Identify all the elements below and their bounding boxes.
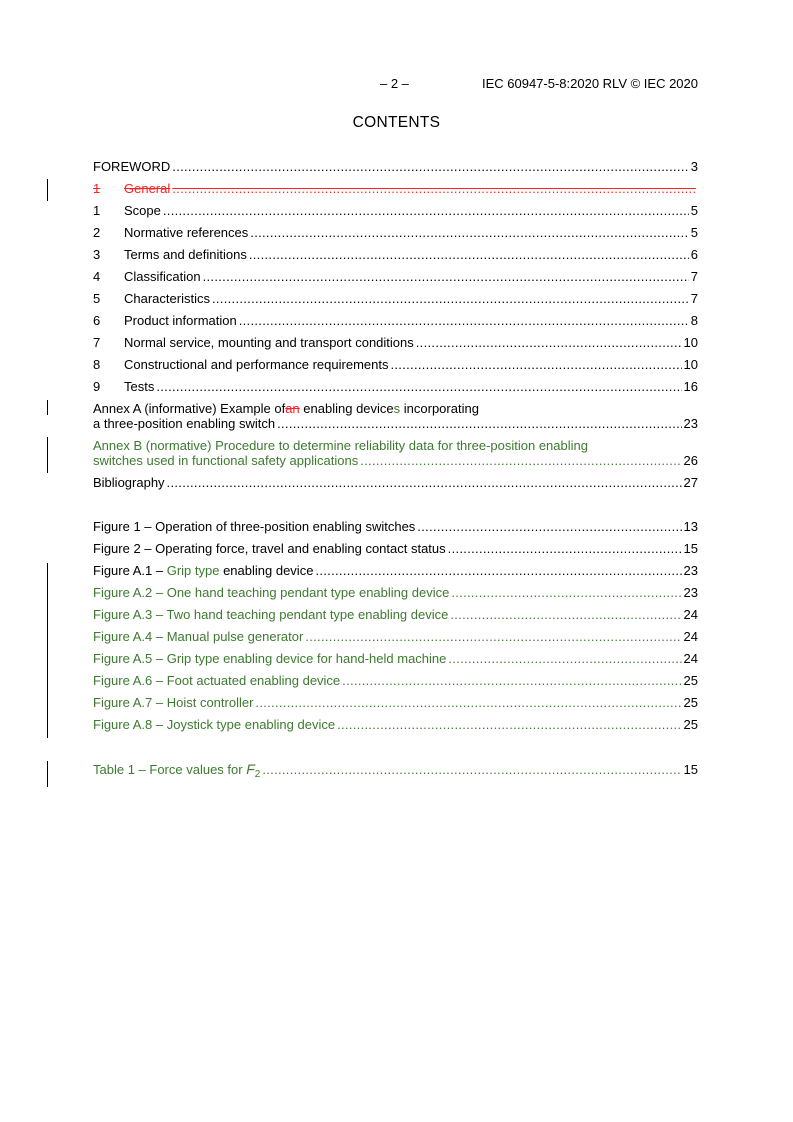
toc-entry-label: Tests [124,379,155,394]
page-header [0,76,698,92]
toc-entry-label: a three-position enabling switch [93,416,276,431]
dot-leader [172,159,688,175]
toc-entry-label: Figure A.2 – One hand teaching pendant type enabling device [93,585,450,600]
dot-leader [315,563,681,579]
inserted-text: s [393,401,401,416]
change-bar [47,563,48,738]
toc-page-number: 23 [683,585,698,600]
toc-page-number: 16 [683,379,698,394]
dot-leader [250,225,688,241]
dot-leader [448,651,681,667]
dot-leader [249,247,689,263]
toc-entry-clause[interactable] [93,203,698,219]
clause-number: 3 [93,247,101,262]
dot-leader [451,585,681,601]
toc-entry-figure[interactable] [93,607,698,623]
toc-entry-annex-b-line2[interactable] [93,453,698,469]
table-label-text: Table 1 – Force values for [93,762,247,777]
toc-page-number: 24 [683,629,698,644]
annex-a-suffix: incorporating [400,401,479,416]
dot-leader [342,673,681,689]
toc-entry-label: Normative references [124,225,249,240]
clause-number: 7 [93,335,101,350]
page-number: – 2 – [380,76,409,91]
toc-entry-annex-a-line2[interactable] [93,416,698,432]
dot-leader [163,203,689,219]
toc-entry-clause[interactable] [93,335,698,351]
toc-entry-figure[interactable] [93,585,698,601]
change-bar [47,437,48,473]
dot-leader [172,181,696,197]
annex-a-mid: enabling device [303,401,394,416]
toc-entry-clause[interactable] [93,379,698,395]
dot-leader [262,762,681,778]
annex-a-prefix: Annex A (informative) Example of [93,401,286,416]
toc-page-number: 25 [683,673,698,688]
toc-entry-annex-a-line1[interactable] [93,401,698,417]
toc-entry-label: Bibliography [93,475,165,490]
clause-number: 6 [93,313,101,328]
toc-entry-figure[interactable] [93,629,698,645]
clause-number: 4 [93,269,101,284]
document-id: IEC 60947-5-8:2020 RLV © IEC 2020 [481,76,698,91]
toc-entry-label: Figure A.4 – Manual pulse generator [93,629,304,644]
toc-entry-figure[interactable] [93,519,698,535]
toc-page-number: 25 [683,695,698,710]
toc-entry-clause[interactable] [93,247,698,263]
dot-leader [156,379,681,395]
toc-page-number: 23 [683,563,698,578]
toc-entry-label: Figure A.7 – Hoist controller [93,695,254,710]
toc-page-number: 10 [683,335,698,350]
toc-entry-label: Figure A.6 – Foot actuated enabling device [93,673,341,688]
toc-entry-label: Classification [124,269,201,284]
dot-leader [277,416,681,432]
toc-page-number: 25 [683,717,698,732]
toc-entry-table[interactable] [93,761,698,780]
toc-entry-label: switches used in functional safety applications [93,453,359,468]
dot-leader [337,717,681,733]
dot-leader [212,291,689,307]
variable-symbol: F [246,761,255,777]
clause-number: 2 [93,225,101,240]
dot-leader [203,269,689,285]
dot-leader [390,357,681,373]
change-bar [47,400,48,415]
toc-entry-label: Terms and definitions [124,247,247,262]
variable-subscript: 2 [254,769,261,780]
toc-entry-deleted-general [93,181,698,197]
toc-entry-foreword[interactable] [93,159,698,175]
toc-page-number: 3 [690,159,698,174]
change-bar [47,761,48,787]
dot-leader [239,313,689,329]
toc-entry-figure[interactable] [93,541,698,557]
toc-entry-label: Constructional and performance requirements [124,357,389,372]
toc-entry-clause[interactable] [93,291,698,307]
toc-entry-label: Scope [124,203,161,218]
toc-page-number: 10 [683,357,698,372]
toc-entry-figure[interactable] [93,695,698,711]
toc-entry-label: FOREWORD [93,159,171,174]
toc-page-number: 8 [690,313,698,328]
clause-number: 8 [93,357,101,372]
clause-number: 9 [93,379,101,394]
toc-entry-clause[interactable] [93,269,698,285]
deleted-text: an [285,401,300,416]
toc-entry-label: Normal service, mounting and transport conditions [124,335,414,350]
toc-entry-clause[interactable] [93,225,698,241]
toc-page-number: 15 [683,762,698,777]
dot-leader [305,629,681,645]
toc-entry-label: Product information [124,313,237,328]
toc-entry-label: General [124,181,171,196]
toc-entry-figure[interactable] [93,651,698,667]
toc-page-number: 5 [690,203,698,218]
toc-page-number: 23 [683,416,698,431]
toc-entry-clause[interactable] [93,313,698,329]
toc-entry-annex-b-line1[interactable] [93,438,698,454]
figure-suffix: enabling device [219,563,314,578]
toc-page-number: 13 [683,519,698,534]
toc-entry-label: Annex B (normative) Procedure to determine reliability data for three-position enabling [93,438,588,453]
dot-leader [416,335,682,351]
clause-number: 1 [93,203,101,218]
toc-entry-bibliography[interactable] [93,475,698,491]
toc-entry-figure[interactable] [93,717,698,733]
toc-page-number: 7 [690,291,698,306]
toc-page-number: 24 [683,651,698,666]
dot-leader [450,607,681,623]
change-bar [47,179,48,201]
clause-number: 5 [93,291,101,306]
toc-page-number: 5 [690,225,698,240]
toc-page-number: 15 [683,541,698,556]
dot-leader [255,695,681,711]
toc-page-number: 7 [690,269,698,284]
toc-page-number: 26 [683,453,698,468]
inserted-text: Grip type [166,563,220,578]
toc-entry-label: Characteristics [124,291,210,306]
toc-entry-figure[interactable] [93,563,698,579]
dot-leader [167,475,682,491]
toc-page-number: 6 [690,247,698,262]
clause-number: 1 [93,181,101,196]
toc-page-number: 24 [683,607,698,622]
figure-prefix: Figure A.1 – [93,563,167,578]
page-title: CONTENTS [352,114,441,131]
dot-leader [448,541,682,557]
dot-leader [360,453,681,469]
dot-leader [417,519,681,535]
toc-entry-figure[interactable] [93,673,698,689]
toc-entry-label: Figure A.3 – Two hand teaching pendant type enabling device [93,607,449,622]
toc-entry-label: Figure 2 – Operating force, travel and enabling contact status [93,541,446,556]
toc-entry-label: Figure A.8 – Joystick type enabling device [93,717,336,732]
toc-entry-label: Figure A.5 – Grip type enabling device for hand-held machine [93,651,447,666]
toc-entry-label [93,761,260,783]
toc-entry-clause[interactable] [93,357,698,373]
toc-entry-label [93,563,313,579]
toc-page-number: 27 [683,475,698,490]
toc-entry-label: Figure 1 – Operation of three-position enabling switches [93,519,416,534]
